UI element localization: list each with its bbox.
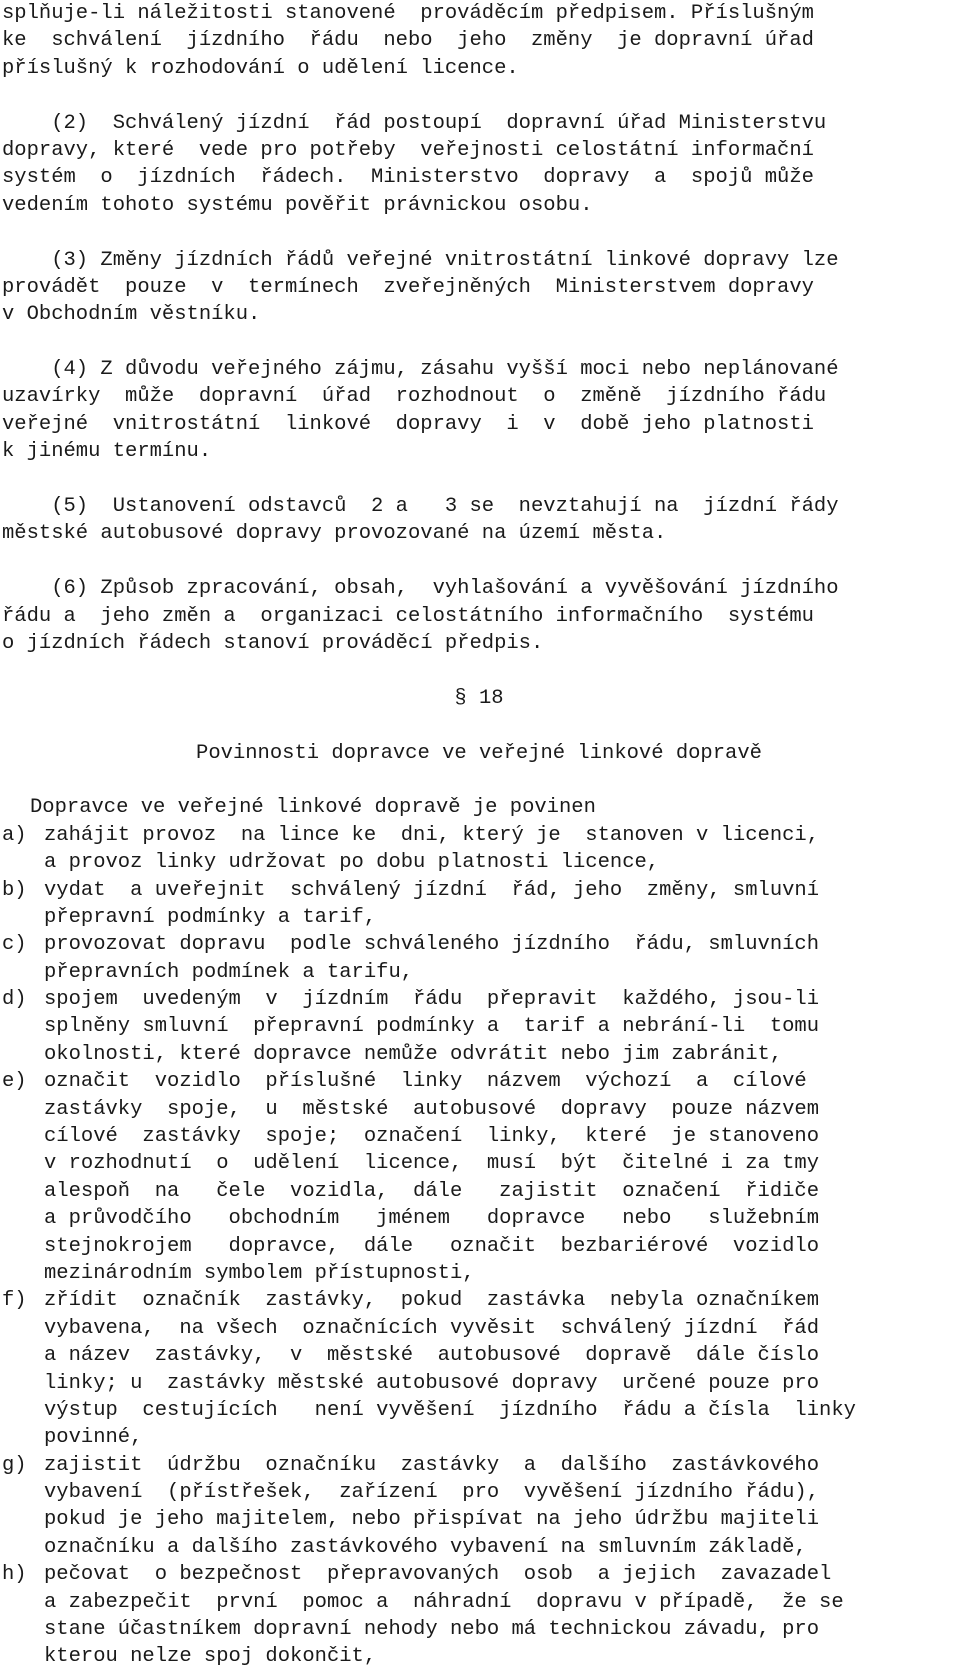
list-item-line: a provoz linky udržovat po dobu platnosti licence,	[44, 851, 660, 875]
list-item	[2, 1287, 956, 1451]
list-item-line: v rozhodnutí o udělení licence, musí být čitelné i za tmy	[44, 1152, 820, 1176]
paragraph-line: uzavírky může dopravní úřad rozhodnout o změně jízdního řádu	[2, 385, 827, 409]
list-item-line: zřídit označník zastávky, pokud zastávka nebyla označníkem	[44, 1289, 820, 1313]
list-item-line: okolnosti, které dopravce nemůže odvrátit nebo jim zabránit,	[44, 1042, 783, 1066]
list-item-line: mezinárodním symbolem přístupnosti,	[44, 1261, 475, 1285]
paragraph-line: (4) Z důvodu veřejného zájmu, zásahu vyšší moci nebo neplánované	[2, 358, 839, 382]
paragraph	[2, 356, 956, 466]
list-item-line: zajistit údržbu označníku zastávky a dalšího zastávkového	[44, 1453, 820, 1477]
list-item-marker: c)	[2, 933, 27, 957]
paragraph-line: řádu a jeho změn a organizaci celostátního informačního systému	[2, 604, 814, 628]
paragraph-line: systém o jízdních řádech. Ministerstvo dopravy a spojů může	[2, 166, 814, 190]
list-item	[2, 1561, 956, 1671]
list-item-line: přepravní podmínky a tarif,	[44, 905, 377, 929]
list-item-line: kterou nelze spoj dokončit,	[44, 1645, 377, 1669]
list-item-marker: e)	[2, 1070, 27, 1094]
list-item-line: linky; u zastávky městské autobusové dopravy určené pouze pro	[44, 1371, 820, 1395]
list-item-line: vydat a uveřejnit schválený jízdní řád, jeho změny, smluvní	[44, 878, 820, 902]
list-item-line: a název zastávky, v městské autobusové dopravě dále číslo	[44, 1344, 820, 1368]
paragraph-line: v Obchodním věstníku.	[2, 303, 261, 327]
list-item-line: zastávky spoje, u městské autobusové dopravy pouze názvem	[44, 1097, 820, 1121]
section-title: Povinnosti dopravce ve veřejné linkové dopravě	[196, 741, 762, 765]
list-item-line: provozovat dopravu podle schváleného jízdního řádu, smluvních	[44, 933, 820, 957]
list-item-line: spojem uvedeným v jízdním řádu přepravit každého, jsou-li	[44, 988, 820, 1012]
paragraph-line: městské autobusové dopravy provozované na území města.	[2, 522, 667, 546]
list-item	[2, 822, 956, 877]
list-item-marker: f)	[2, 1289, 27, 1313]
list-item	[2, 986, 956, 1068]
spacer	[2, 466, 956, 493]
paragraph	[2, 110, 956, 220]
spacer	[2, 82, 956, 109]
spacer	[2, 712, 956, 739]
paragraph-line: (3) Změny jízdních řádů veřejné vnitrostátní linkové dopravy lze	[2, 248, 839, 272]
paragraph	[2, 0, 956, 82]
list-item-line: a průvodčího obchodním jménem dopravce nebo služebním	[44, 1207, 820, 1231]
spacer	[2, 767, 956, 794]
list-item-line: alespoň na čele vozidla, dále zajistit označení řidiče	[44, 1179, 820, 1203]
paragraph-line: splňuje-li náležitosti stanovené prováděcím předpisem. Příslušným	[2, 2, 814, 25]
list-item-line: vybavena, na všech označnících vyvěsit schválený jízdní řád	[44, 1316, 820, 1340]
obligations-list	[2, 822, 956, 1671]
spacer	[2, 548, 956, 575]
paragraph-line: (6) Způsob zpracování, obsah, vyhlašování a vyvěšování jízdního	[2, 577, 839, 601]
list-item-line: označit vozidlo příslušné linky názvem výchozí a cílové	[44, 1070, 807, 1094]
list-item-line: vybavení (přístřešek, zařízení pro vyvěšení jízdního řádu),	[44, 1481, 820, 1505]
list-item	[2, 1452, 956, 1562]
paragraph-line: provádět pouze v termínech zveřejněných Ministerstvem dopravy	[2, 275, 814, 299]
list-intro: Dopravce ve veřejné linkové dopravě je povinen	[30, 796, 596, 820]
list-item-line: povinné,	[44, 1426, 143, 1450]
list-item-line: výstup cestujících není vyvěšení jízdního řádu a čísla linky	[44, 1398, 856, 1422]
list-item	[2, 931, 956, 986]
list-item-marker: d)	[2, 988, 27, 1012]
list-item-line: pokud je jeho majitelem, nebo přispívat na jeho údržbu majiteli	[44, 1508, 820, 1532]
list-item-line: cílové zastávky spoje; označení linky, které je stanoveno	[44, 1125, 820, 1149]
spacer	[2, 329, 956, 356]
spacer	[2, 219, 956, 246]
list-item	[2, 1068, 956, 1287]
paragraphs	[2, 0, 956, 685]
paragraph-line: (5) Ustanovení odstavců 2 a 3 se nevztahují na jízdní řády	[2, 495, 839, 519]
list-item-line: označníku a dalšího zastávkového vybavení na smluvním základě,	[44, 1535, 807, 1559]
paragraph-line: dopravy, které vede pro potřeby veřejnosti celostátní informační	[2, 138, 814, 162]
list-item-line: a zabezpečit první pomoc a náhradní dopravu v případě, že se	[44, 1590, 844, 1614]
paragraph-line: k jinému termínu.	[2, 440, 212, 464]
paragraph-line: vedením tohoto systému pověřit právnickou osobu.	[2, 193, 593, 217]
section-number: § 18	[454, 686, 504, 710]
list-item-line: přepravních podmínek a tarifu,	[44, 960, 414, 984]
list-item-line: stejnokrojem dopravce, dále označit bezbariérové vozidlo	[44, 1234, 820, 1258]
list-item-line: splněny smluvní přepravní podmínky a tarif a nebrání-li tomu	[44, 1015, 820, 1039]
paragraph	[2, 493, 956, 548]
list-item-marker: a)	[2, 823, 27, 847]
paragraph-line: příslušný k rozhodování o udělení licence.	[2, 56, 519, 80]
paragraph-line: veřejné vnitrostátní linkové dopravy i v době jeho platnosti	[2, 412, 814, 436]
paragraph-line: o jízdních řádech stanoví prováděcí předpis.	[2, 631, 544, 655]
list-item-line: pečovat o bezpečnost přepravovaných osob a jejich zavazadel	[44, 1563, 832, 1587]
list-item	[2, 877, 956, 932]
list-item-line: stane účastníkem dopravní nehody nebo má technickou závadu, pro	[44, 1618, 820, 1642]
paragraph	[2, 575, 956, 657]
paragraph-line: ke schválení jízdního řádu nebo jeho změny je dopravní úřad	[2, 29, 814, 53]
spacer	[2, 657, 956, 684]
paragraph	[2, 247, 956, 329]
paragraph-line: (2) Schválený jízdní řád postoupí dopravní úřad Ministerstvu	[2, 111, 827, 135]
list-item-marker: h)	[2, 1563, 27, 1587]
list-item-marker: b)	[2, 878, 27, 902]
list-item-line: zahájit provoz na lince ke dni, který je stanoven v licenci,	[44, 823, 820, 847]
list-item-marker: g)	[2, 1453, 27, 1477]
document-page	[2, 0, 956, 1671]
